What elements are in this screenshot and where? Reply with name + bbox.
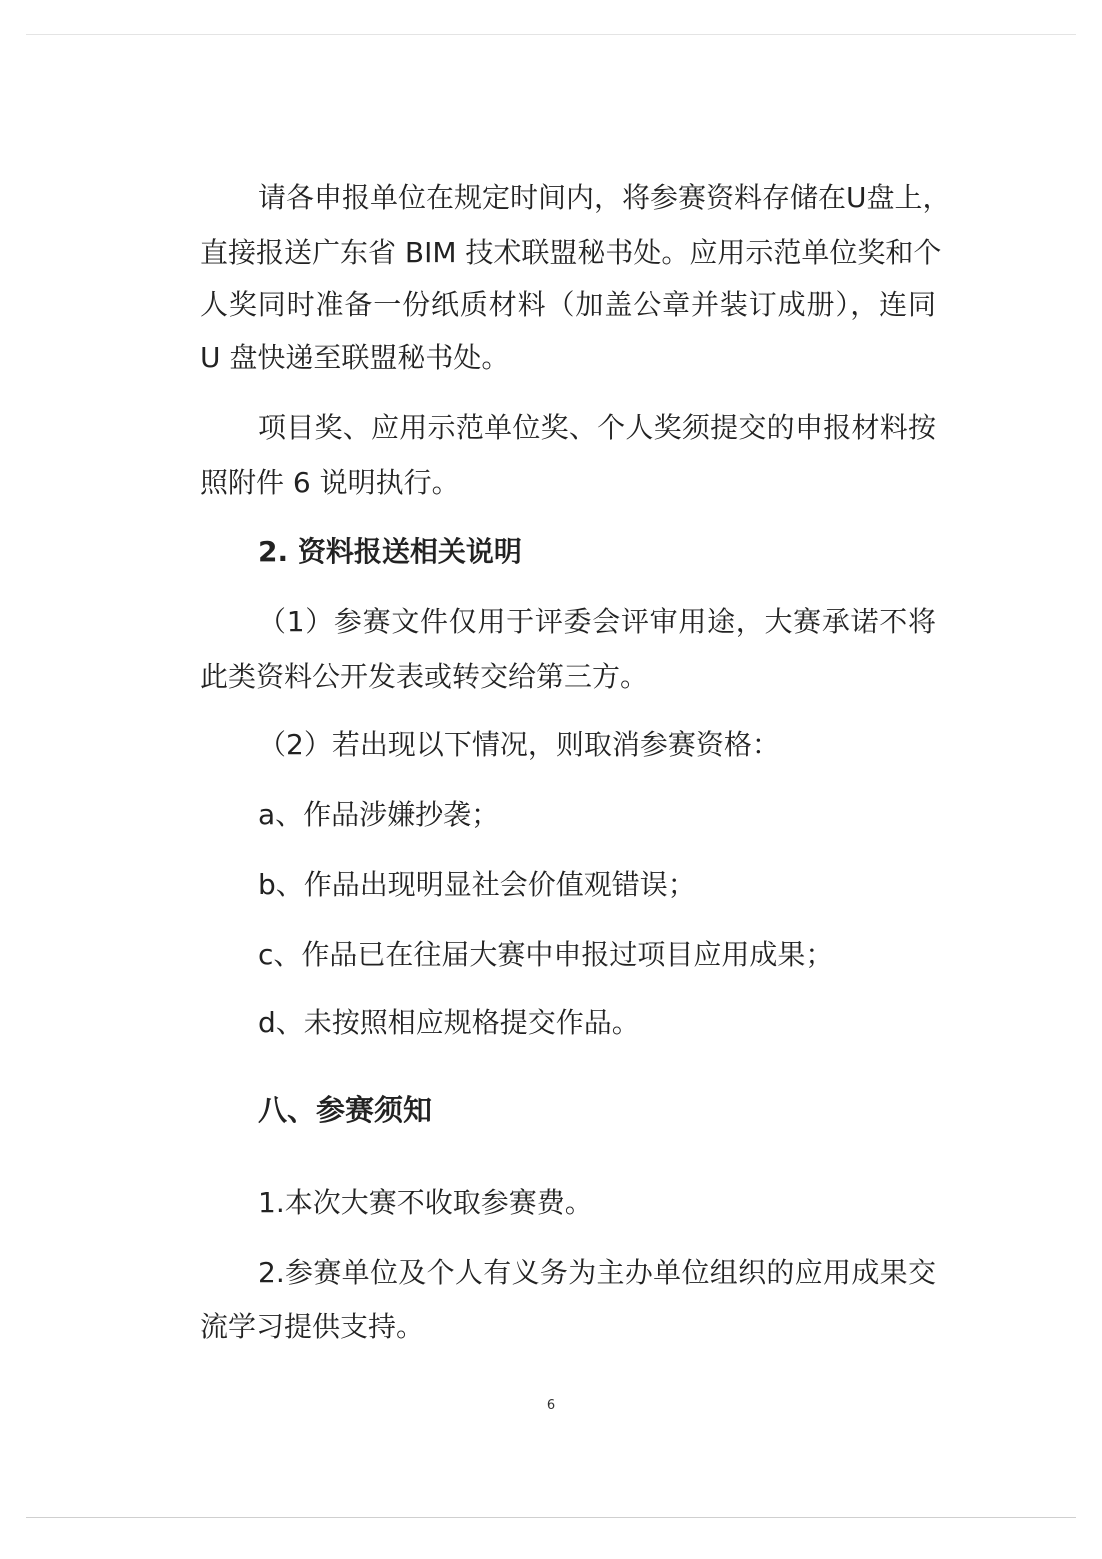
- paragraph-line: 此类资料公开发表或转交给第三方。: [200, 660, 649, 693]
- list-item: b、作品出现明显社会价值观错误；: [258, 868, 696, 901]
- list-item: d、未按照相应规格提交作品。: [258, 1006, 640, 1039]
- paragraph-line: （2）若出现以下情况，则取消参赛资格：: [258, 728, 780, 761]
- paragraph-line: 1.本次大赛不收取参赛费。: [258, 1186, 593, 1219]
- paragraph-line: 项目奖、应用示范单位奖、个人奖须提交的申报材料按: [258, 411, 936, 444]
- paragraph-line: U 盘快递至联盟秘书处。: [200, 341, 510, 374]
- paragraph-line: 直接报送广东省 BIM 技术联盟秘书处。应用示范单位奖和个: [200, 236, 942, 269]
- paragraph-line: 人奖同时准备一份纸质材料（加盖公章并装订成册），连同: [200, 288, 936, 321]
- paragraph-line: （1）参赛文件仅用于评委会评审用途，大赛承诺不将: [258, 605, 936, 638]
- paragraph-line: 流学习提供支持。: [200, 1310, 425, 1343]
- section-heading: 八、参赛须知: [258, 1093, 433, 1127]
- paragraph-line: 请各申报单位在规定时间内，将参赛资料存储在U盘上，: [258, 181, 951, 214]
- list-item: a、作品涉嫌抄袭；: [258, 798, 500, 831]
- page-number: 6: [546, 1398, 556, 1413]
- paragraph-line: 2.参赛单位及个人有义务为主办单位组织的应用成果交: [258, 1256, 936, 1289]
- list-item: c、作品已在往届大赛中申报过项目应用成果；: [258, 938, 834, 971]
- subsection-heading: 2. 资料报送相关说明: [258, 535, 522, 568]
- paragraph-line: 照附件 6 说明执行。: [200, 466, 460, 499]
